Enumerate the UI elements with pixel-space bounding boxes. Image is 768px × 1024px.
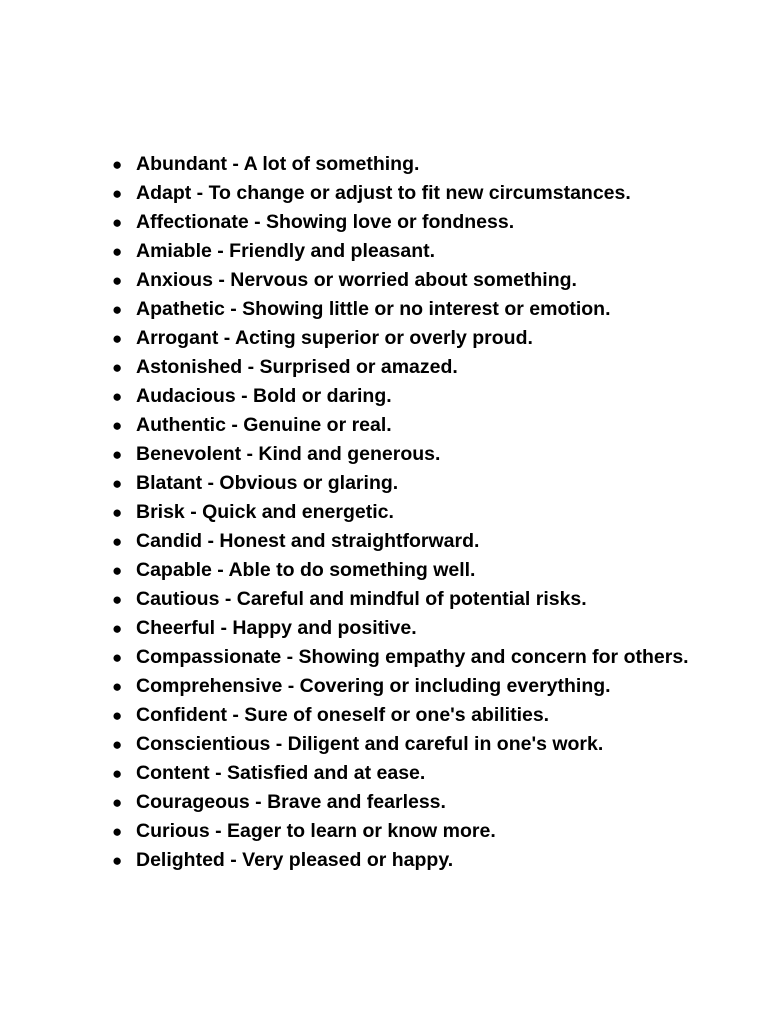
list-item-text: Candid - Honest and straightforward. bbox=[136, 530, 480, 552]
list-item-text: Curious - Eager to learn or know more. bbox=[136, 820, 496, 842]
list-item-text: Arrogant - Acting superior or overly proud. bbox=[136, 327, 533, 349]
list-item-text: Brisk - Quick and energetic. bbox=[136, 501, 394, 523]
bullet-icon: ● bbox=[112, 532, 123, 551]
list-item bbox=[110, 585, 710, 614]
list-item-text: Confident - Sure of oneself or one's abilities. bbox=[136, 704, 550, 726]
list-item-text: Apathetic - Showing little or no interest or emotion. bbox=[136, 298, 611, 320]
list-item bbox=[110, 614, 710, 643]
bullet-icon: ● bbox=[112, 851, 123, 870]
list-item bbox=[110, 672, 710, 701]
list-item-text: Conscientious - Diligent and careful in one's work. bbox=[136, 733, 604, 755]
bullet-icon: ● bbox=[112, 648, 123, 667]
list-item bbox=[110, 266, 710, 295]
bullet-icon: ● bbox=[112, 822, 123, 841]
list-item bbox=[110, 817, 710, 846]
bullet-icon: ● bbox=[112, 619, 123, 638]
list-item bbox=[110, 179, 710, 208]
bullet-icon: ● bbox=[112, 706, 123, 725]
bullet-icon: ● bbox=[112, 329, 123, 348]
list-item-text: Amiable - Friendly and pleasant. bbox=[136, 240, 436, 262]
bullet-icon: ● bbox=[112, 735, 123, 754]
bullet-icon: ● bbox=[112, 793, 123, 812]
list-item-text: Capable - Able to do something well. bbox=[136, 559, 476, 581]
list-item-text: Affectionate - Showing love or fondness. bbox=[136, 211, 515, 233]
vocabulary-list bbox=[110, 150, 710, 875]
bullet-icon: ● bbox=[112, 184, 123, 203]
bullet-icon: ● bbox=[112, 271, 123, 290]
list-item-text: Content - Satisfied and at ease. bbox=[136, 762, 426, 784]
bullet-icon: ● bbox=[112, 242, 123, 261]
list-item-text: Abundant - A lot of something. bbox=[136, 153, 420, 175]
list-item-text: Courageous - Brave and fearless. bbox=[136, 791, 446, 813]
list-item-text: Delighted - Very pleased or happy. bbox=[136, 849, 454, 871]
list-item-text: Benevolent - Kind and generous. bbox=[136, 443, 441, 465]
list-item bbox=[110, 788, 710, 817]
list-item bbox=[110, 382, 710, 411]
list-item-text: Cheerful - Happy and positive. bbox=[136, 617, 417, 639]
list-item bbox=[110, 150, 710, 179]
list-item bbox=[110, 324, 710, 353]
list-item-text: Cautious - Careful and mindful of potential risks. bbox=[136, 588, 587, 610]
bullet-icon: ● bbox=[112, 387, 123, 406]
bullet-icon: ● bbox=[112, 416, 123, 435]
list-item bbox=[110, 411, 710, 440]
list-item bbox=[110, 643, 710, 672]
bullet-icon: ● bbox=[112, 561, 123, 580]
list-item bbox=[110, 208, 710, 237]
list-item bbox=[110, 353, 710, 382]
list-item-text: Adapt - To change or adjust to fit new circumstances. bbox=[136, 182, 631, 204]
list-item bbox=[110, 469, 710, 498]
bullet-icon: ● bbox=[112, 677, 123, 696]
bullet-icon: ● bbox=[112, 300, 123, 319]
list-item-text: Comprehensive - Covering or including everything. bbox=[136, 675, 611, 697]
list-item-text: Compassionate - Showing empathy and concern for others. bbox=[136, 646, 689, 668]
list-item bbox=[110, 237, 710, 266]
list-item bbox=[110, 527, 710, 556]
list-item-text: Authentic - Genuine or real. bbox=[136, 414, 392, 436]
list-item-text: Astonished - Surprised or amazed. bbox=[136, 356, 458, 378]
list-item bbox=[110, 759, 710, 788]
bullet-icon: ● bbox=[112, 474, 123, 493]
list-item bbox=[110, 730, 710, 759]
list-item-text: Audacious - Bold or daring. bbox=[136, 385, 392, 407]
list-item bbox=[110, 846, 710, 875]
list-item-text: Anxious - Nervous or worried about something. bbox=[136, 269, 577, 291]
bullet-icon: ● bbox=[112, 764, 123, 783]
bullet-icon: ● bbox=[112, 155, 123, 174]
list-item bbox=[110, 556, 710, 585]
bullet-icon: ● bbox=[112, 590, 123, 609]
bullet-icon: ● bbox=[112, 213, 123, 232]
bullet-icon: ● bbox=[112, 503, 123, 522]
bullet-icon: ● bbox=[112, 445, 123, 464]
list-item bbox=[110, 701, 710, 730]
bullet-icon: ● bbox=[112, 358, 123, 377]
list-item bbox=[110, 295, 710, 324]
list-item bbox=[110, 440, 710, 469]
list-item-text: Blatant - Obvious or glaring. bbox=[136, 472, 399, 494]
list-item bbox=[110, 498, 710, 527]
